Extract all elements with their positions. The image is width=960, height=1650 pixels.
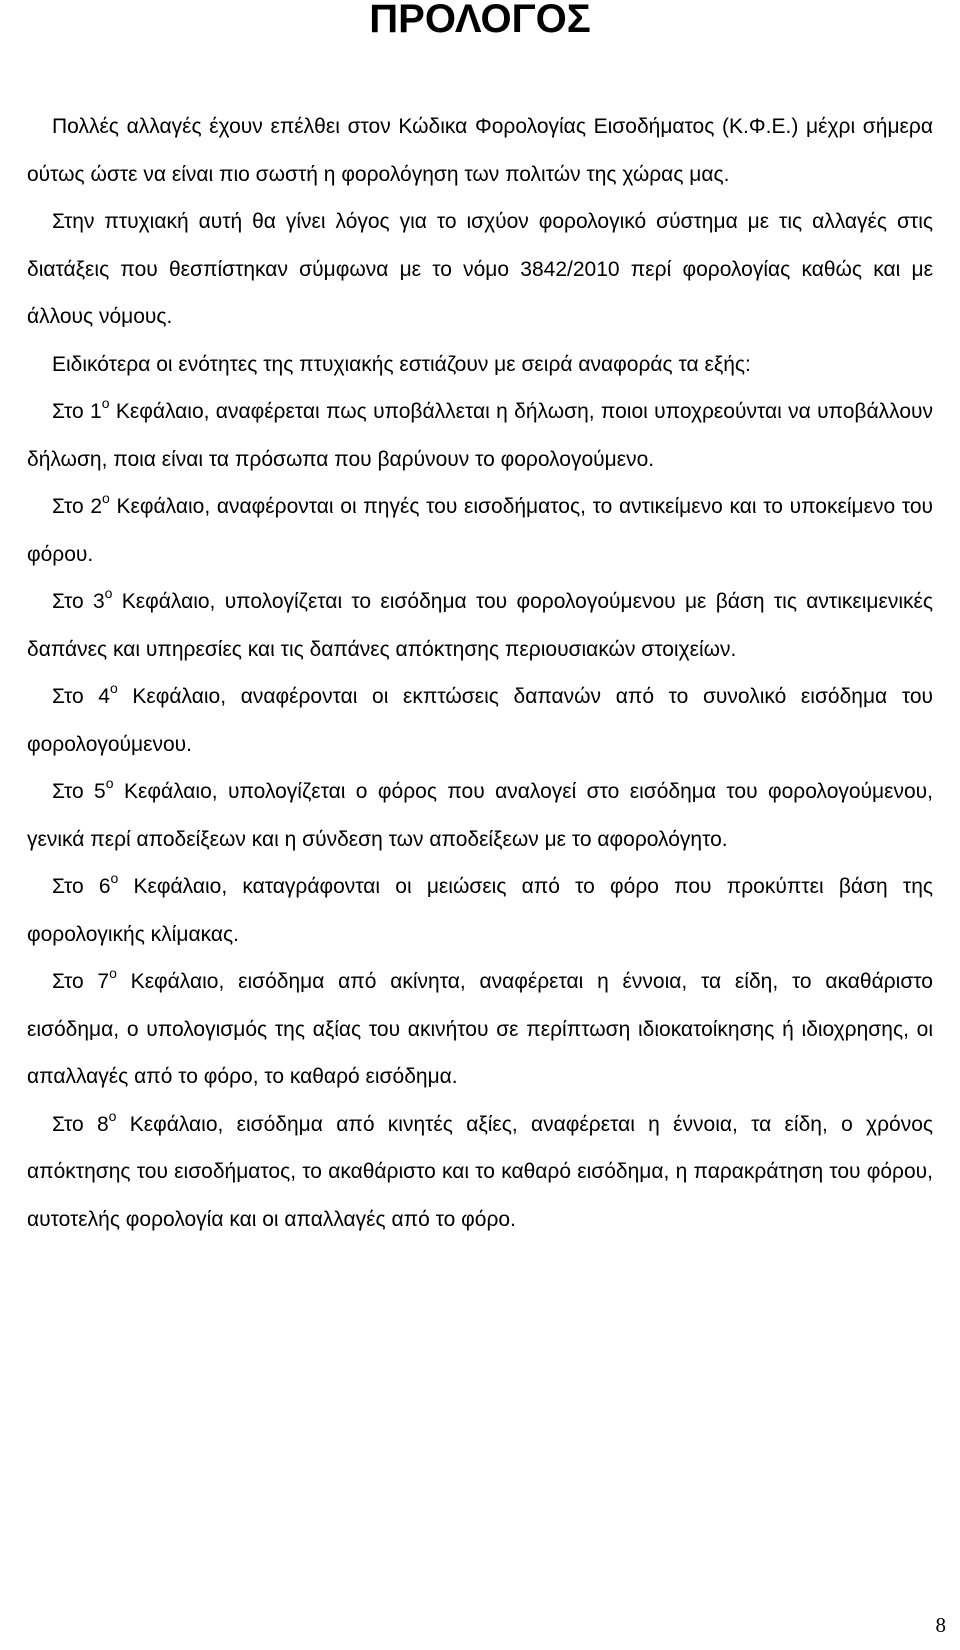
ordinal-superscript: ο [105,775,114,791]
chapter-number: Στο 5 [52,780,106,803]
ordinal-superscript: ο [104,585,113,601]
chapter-paragraph [27,673,933,768]
intro-paragraph: Πολλές αλλαγές έχουν επέλθει στον Κώδικα Φορολογίας Εισοδήματος (Κ.Φ.Ε.) μέχρι σήμερα ούτως ώστε να είναι πιο σωστή η φορολόγηση των πολιτών της χώρας μας. [27,115,933,186]
ordinal-superscript: ο [109,680,118,696]
intro-paragraph: Ειδικότερα οι ενότητες της πτυχιακής εστιάζουν με σειρά αναφοράς τα εξής: [52,352,751,376]
chapter-paragraph [27,483,933,578]
chapter-text: Κεφάλαιο, εισόδημα από κινητές αξίες, αναφέρεται η έννοια, τα είδη, ο χρόνος απόκτησης του εισοδήματος, το ακαθάριστο και το καθαρό εισόδημα, η παρακράτηση του φόρου, αυτοτελής φορολογία και οι απαλλαγές από το φόρο. [27,1112,933,1231]
chapter-number: Στο 1 [52,400,102,423]
ordinal-superscript: ο [110,870,119,886]
chapter-paragraph [27,1101,933,1244]
intro-paragraph: Στην πτυχιακή αυτή θα γίνει λόγος για το ισχύον φορολογικό σύστημα με τις αλλαγές στις διατάξεις που θεσπίστηκαν σύμφωνα με το νόμο 3842/2010 περί φορολογίας καθώς και με άλλους νόμους. [27,210,933,328]
document-body [27,103,933,1243]
chapter-number: Στο 8 [52,1112,109,1136]
chapter-paragraph [27,578,933,673]
chapter-paragraph [27,388,933,483]
ordinal-superscript: ο [109,965,117,981]
chapter-number: Στο 3 [52,590,105,613]
ordinal-superscript: ο [101,395,110,411]
ordinal-superscript: ο [108,1107,117,1124]
chapter-text: Κεφάλαιο, εισόδημα από ακίνητα, αναφέρεται η έννοια, τα είδη, το ακαθάριστο εισόδημα, ο υπολογισμός της αξίας του ακινήτου σε περίπτωση ιδιοκατοίκησης ή ιδιοχρησης, οι απαλλαγές από το φόρο, το καθαρό εισόδημα. [27,970,933,1088]
chapter-text: Κεφάλαιο, αναφέρονται οι εκπτώσεις δαπανών από το συνολικό εισόδημα του φορολογούμενου. [27,685,934,756]
chapter-text: Κεφάλαιο, καταγράφονται οι μειώσεις από το φόρο που προκύπτει βάση της φορολογικής κλίμακας. [27,875,934,946]
page-title: ΠΡΟΛΟΓΟΣ [369,0,591,41]
chapter-text: Κεφάλαιο, αναφέρονται οι πηγές του εισοδήματος, το αντικείμενο και το υποκείμενο του φόρου. [27,495,933,566]
chapter-paragraph [27,768,933,863]
chapter-text: Κεφάλαιο, υπολογίζεται ο φόρος που αναλογεί στο εισόδημα του φορολογούμενου, γενικά περί αποδείξεων και η σύνδεση των αποδείξεων με το αφορολόγητο. [27,780,933,851]
chapter-paragraph [27,958,933,1101]
page-number: 8 [935,1613,946,1637]
chapter-paragraph [27,863,933,958]
chapter-text: Κεφάλαιο, αναφέρεται πως υποβάλλεται η δήλωση, ποιοι υποχρεούνται να υποβάλλουν δήλωση, ποια είναι τα πρόσωπα που βαρύνουν το φορολογούμενο. [27,400,933,471]
ordinal-superscript: ο [102,490,110,506]
chapter-number: Στο 2 [52,495,103,518]
chapter-number: Στο 7 [52,970,110,993]
chapter-text: Κεφάλαιο, υπολογίζεται το εισόδημα του φορολογούμενου με βάση τις αντικειμενικές δαπάνες και υπηρεσίες και τις δαπάνες απόκτησης περιουσιακών στοιχείων. [27,590,934,661]
chapter-number: Στο 6 [52,875,111,898]
chapter-number: Στο 4 [52,685,110,708]
